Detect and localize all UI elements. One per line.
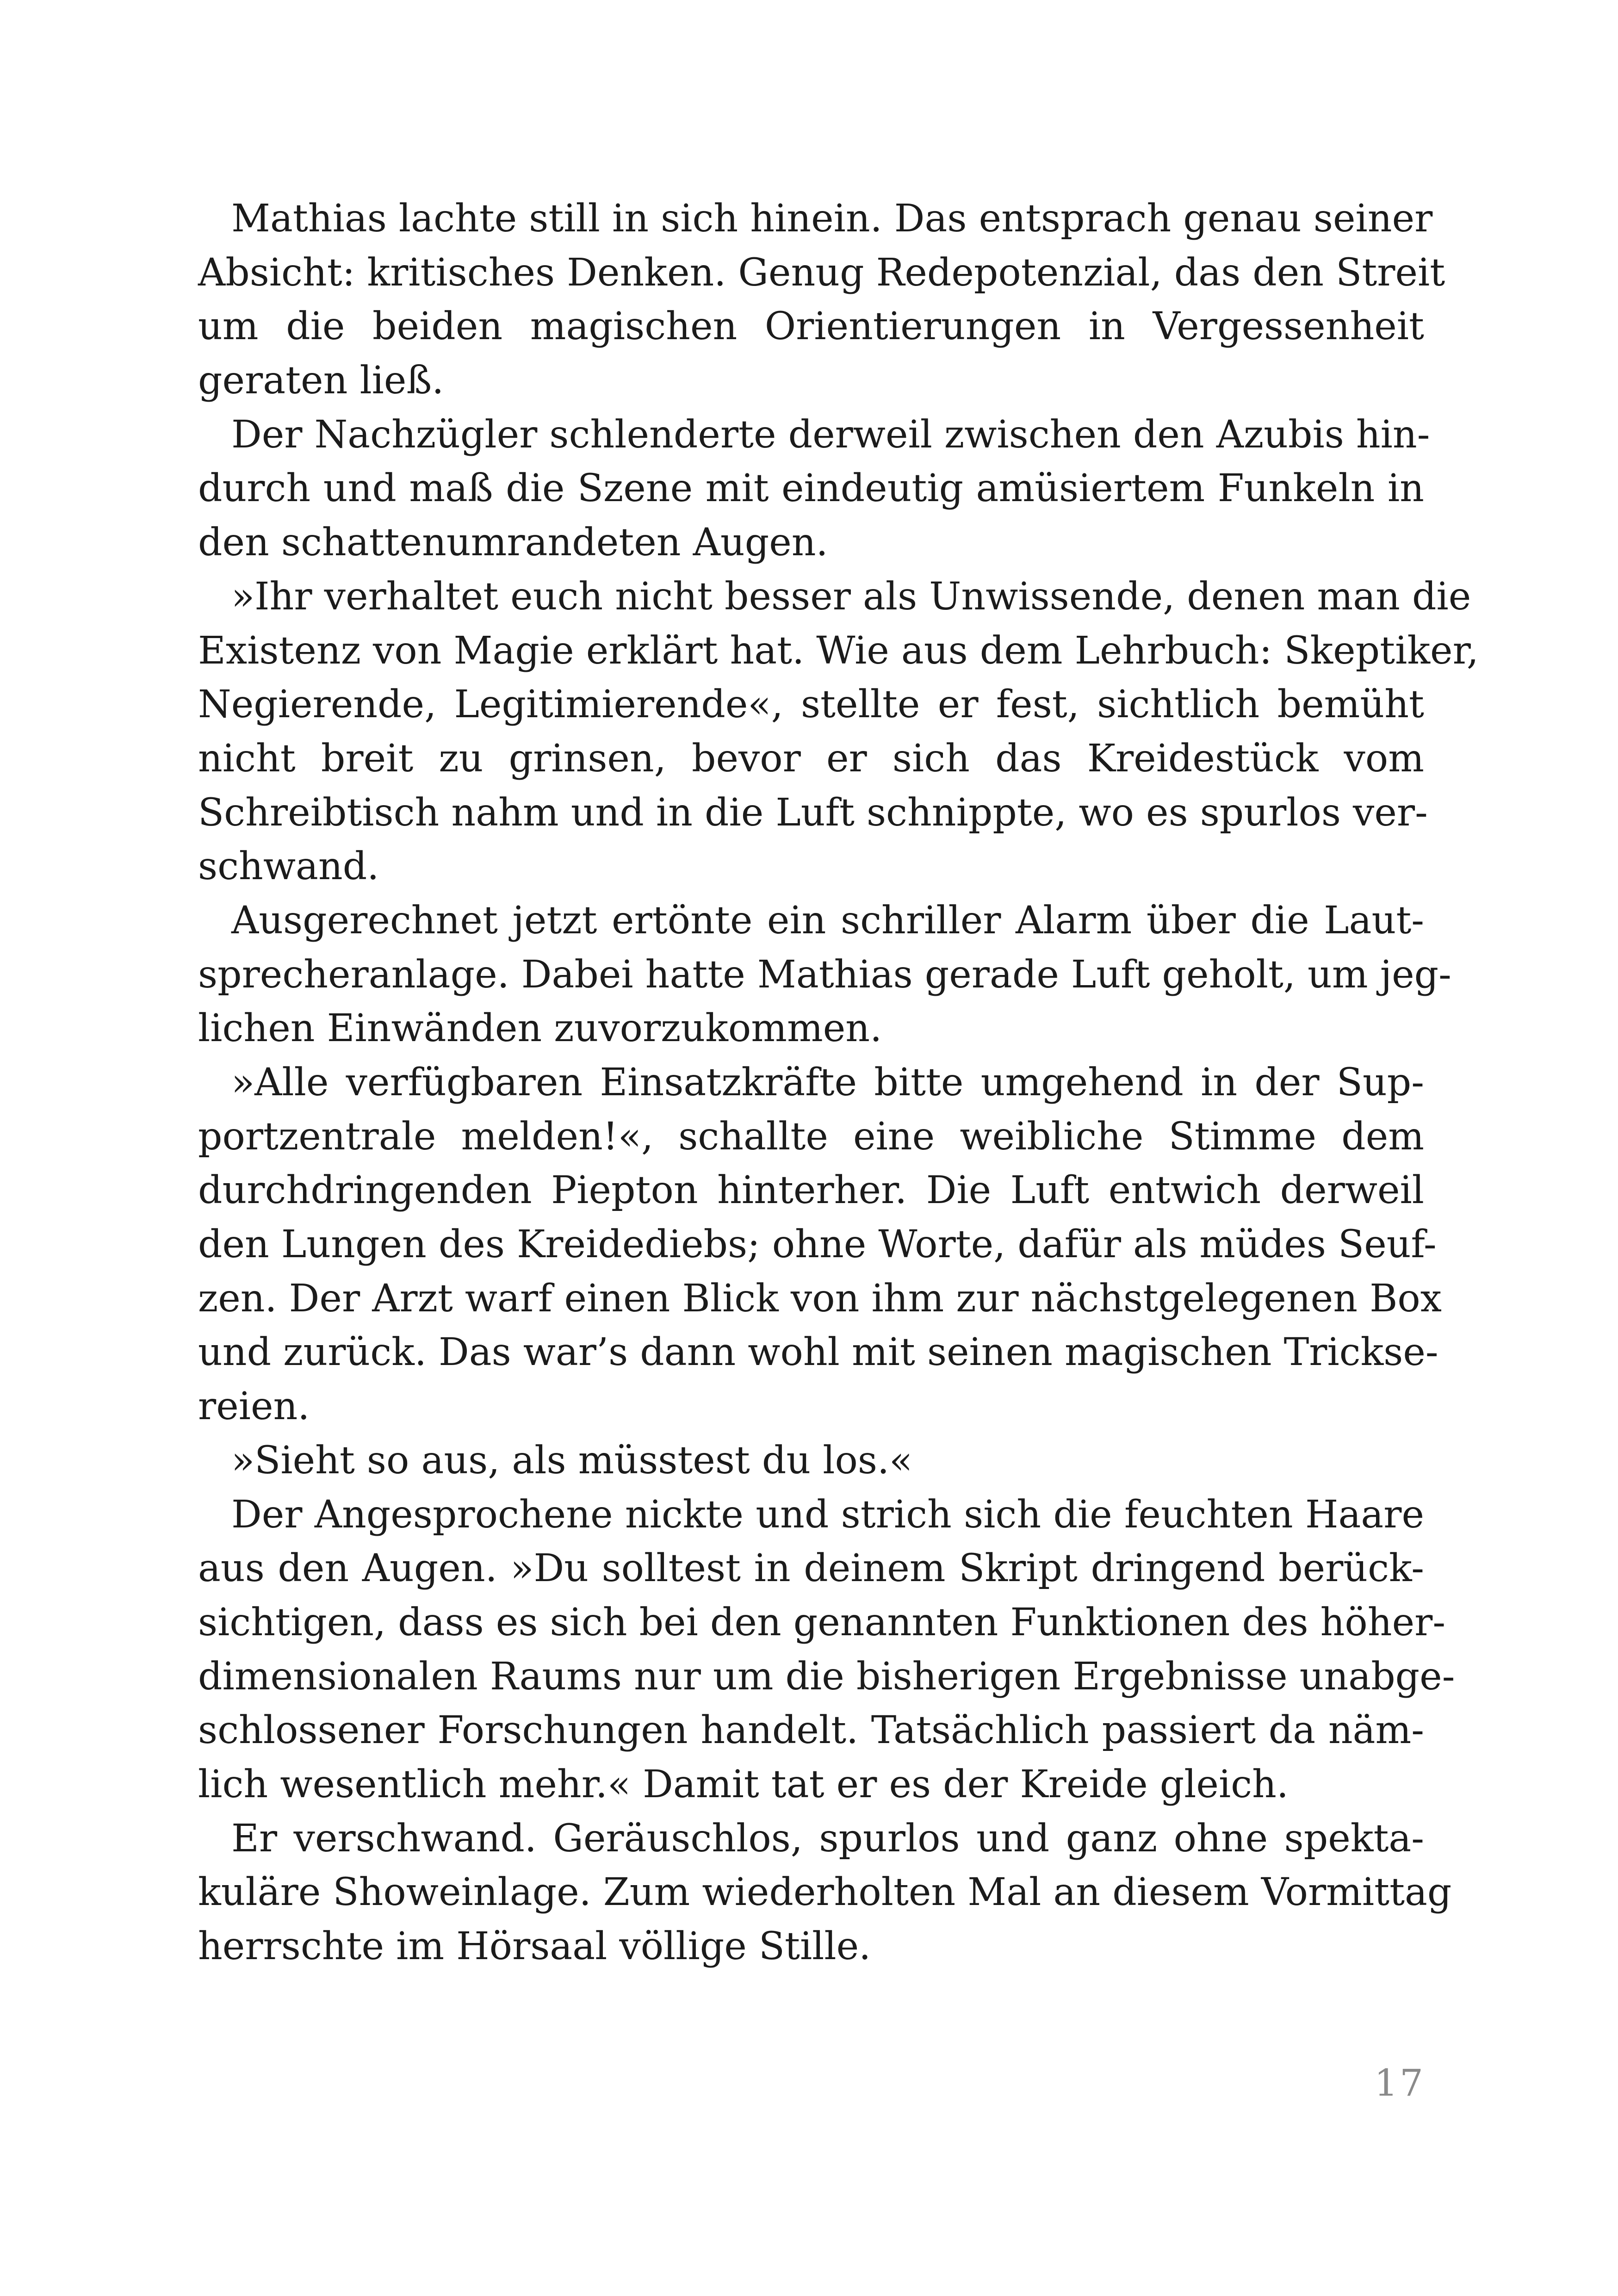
text-line: lich wesentlich mehr.« Damit tat er es der Kreide gleich. [198,1762,1289,1806]
text-line: Schreibtisch nahm und in die Luft schnippte, wo es spurlos ver- [198,790,1428,835]
paragraph [198,1488,1455,1812]
paragraph [198,1434,1424,1488]
text-line: Der Nachzügler schlenderte derweil zwischen den Azubis hin- [231,412,1430,457]
text-line: aus den Augen. »Du solltest in deinem Skript dringend berück- [198,1546,1424,1591]
text-line: Der Angesprochene nickte und strich sich die feuchten Haare [231,1492,1424,1537]
text-line: herrschte im Hörsaal völlige Stille. [198,1924,871,1968]
text-line: schlossener Forschungen handelt. Tatsächlich passiert da näm- [198,1708,1424,1753]
text-line: Er verschwand. Geräuschlos, spurlos und ganz ohne spekta- [231,1816,1424,1861]
text-line: Absicht: kritisches Denken. Genug Redepotenzial, das den Streit [198,250,1445,295]
text-line: dimensionalen Raums nur um die bisherigen Ergebnisse unabge- [198,1654,1455,1699]
text-line: lichen Einwänden zuvorzukommen. [198,1006,882,1051]
text-line: »Alle verfügbaren Einsatzkräfte bitte umgehend in der Sup- [231,1061,1424,1105]
text-line: und zurück. Das war’s dann wohl mit seinen magischen Trickse- [198,1330,1438,1375]
text-line: zen. Der Arzt warf einen Blick von ihm zur nächstgelegenen Box [198,1276,1442,1321]
text-line: portzentrale melden!«, schallte eine weibliche Stimme dem [198,1114,1424,1159]
paragraph [198,1812,1452,1974]
text-line: »Ihr verhaltet euch nicht besser als Unwissende, denen man die [231,574,1471,619]
text-line: »Sieht so aus, als müsstest du los.« [231,1438,913,1483]
text-line: Mathias lachte still in sich hinein. Das entsprach genau seiner [231,197,1433,241]
text-line: den Lungen des Kreidediebs; ohne Worte, dafür als müdes Seuf- [198,1222,1437,1267]
text-line: reien. [198,1384,310,1429]
paragraph [198,192,1445,408]
text-line: sprecheranlage. Dabei hatte Mathias gerade Luft geholt, um jeg- [198,952,1451,997]
text-line: geraten ließ. [198,359,444,403]
text-line: sichtigen, dass es sich bei den genannten Funktionen des höher- [198,1600,1446,1644]
text-line: schwand. [198,844,379,889]
text-line: durchdringenden Piepton hinterher. Die Luft entwich derweil [198,1168,1424,1213]
text-line: Negierende, Legitimierende«, stellte er fest, sichtlich bemüht [198,683,1424,727]
text-line: nicht breit zu grinsen, bevor er sich das Kreidestück vom [198,736,1424,781]
text-line: durch und maß die Szene mit eindeutig amüsiertem Funkeln in [198,466,1424,511]
paragraph [198,1056,1442,1434]
paragraph [198,894,1451,1056]
paragraph [198,408,1430,570]
paragraph [198,570,1479,894]
text-line: Existenz von Magie erklärt hat. Wie aus dem Lehrbuch: Skeptiker, [198,628,1479,673]
text-line: Ausgerechnet jetzt ertönte ein schriller Alarm über die Laut- [231,898,1424,943]
text-line: den schattenumrandeten Augen. [198,521,828,565]
text-line: kuläre Showeinlage. Zum wiederholten Mal an diesem Vormittag [198,1870,1452,1915]
body-text [198,192,1479,1974]
page-number: 17 [1374,2061,1425,2104]
text-line: um die beiden magischen Orientierungen in Vergessenheit [198,304,1424,349]
